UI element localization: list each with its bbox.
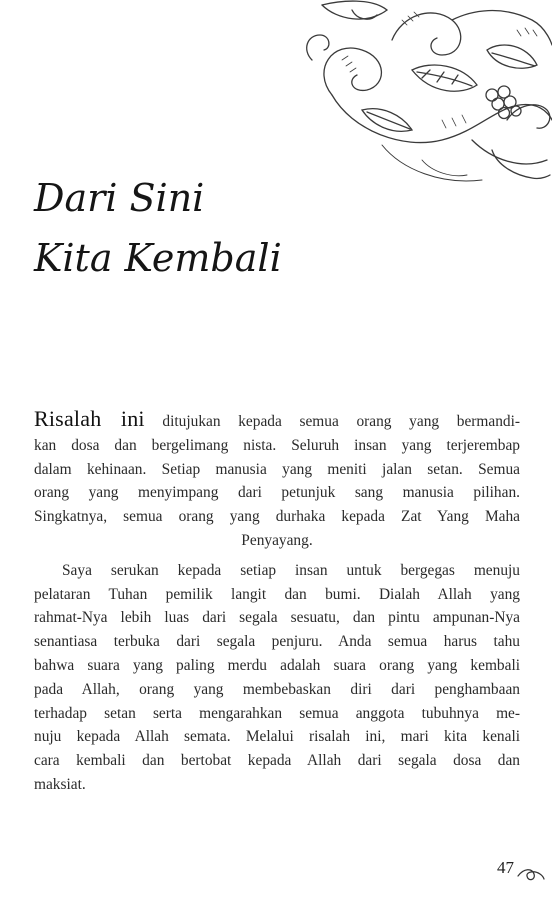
swirl-icon (516, 864, 546, 884)
paragraph-1 (34, 407, 520, 553)
chapter-body (34, 407, 520, 797)
body-line: dalam kehinaan. Setiap manusia yang meniti jalan setan. Semua (34, 460, 520, 478)
body-line: rahmat-Nya lebih luas dari segala sesuatu, dan pintu ampunan-Nya (34, 609, 520, 627)
body-line: terhadap setan serta mengarahkan semua anggota tubuhnya me- (34, 704, 520, 722)
body-line: maksiat. (34, 775, 86, 793)
floral-ornament-icon (292, 0, 552, 200)
body-line: bahwa suara yang paling merdu adalah suara orang yang kembali (34, 656, 520, 674)
body-line (34, 407, 520, 434)
body-line: cara kembali dan bertobat kepada Allah dari segala dosa dan (34, 752, 520, 770)
page-number: 47 (497, 858, 514, 877)
body-line: Singkatnya, semua orang yang durhaka kepada Zat Yang Maha (34, 508, 520, 526)
paragraph-2 (34, 559, 520, 797)
chapter-title-line-1: Dari Sini (34, 176, 205, 220)
chapter-title (34, 168, 282, 288)
body-line: Penyayang. (241, 531, 313, 549)
body-line: Saya serukan kepada setiap insan untuk bergegas menuju (62, 561, 520, 579)
body-line: senantiasa terbuka dari segala penjuru. Anda semua harus tahu (34, 633, 520, 651)
body-line: pada Allah, orang yang membebaskan diri dari penghambaan (34, 680, 520, 698)
body-line: pelataran Tuhan pemilik langit dan bumi. Dialah Allah yang (34, 585, 520, 603)
body-line: orang yang menyimpang dari petunjuk sang manusia pilihan. (34, 484, 520, 502)
lead-words: Risalah ini (34, 406, 145, 431)
body-line: kan dosa dan bergelimang nista. Seluruh insan yang terjerembap (34, 436, 520, 454)
body-line: nuju kepada Allah semata. Melalui risalah ini, mari kita kenali (34, 728, 520, 746)
body-line-text: ditujukan kepada semua orang yang bermandi- (144, 413, 521, 430)
chapter-title-line-2: Kita Kembali (34, 236, 282, 280)
